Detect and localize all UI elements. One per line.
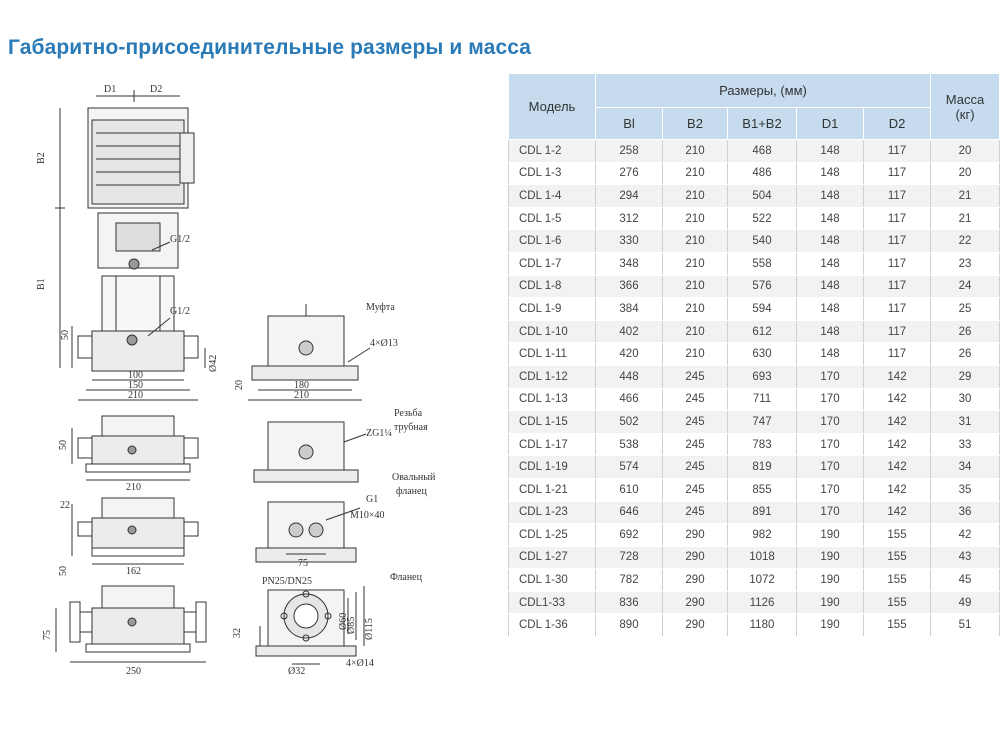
cell-value: 155 — [864, 524, 931, 547]
table-row — [509, 162, 1000, 185]
cell-value: 190 — [797, 524, 864, 547]
cell-value: 1180 — [728, 614, 797, 637]
cell-value: 576 — [728, 275, 797, 298]
cell-value: 170 — [797, 478, 864, 501]
cell-value: 402 — [596, 320, 663, 343]
cell-value: 420 — [596, 343, 663, 366]
specs-table — [508, 73, 1000, 637]
dim-g12-upper: G1/2 — [170, 234, 190, 245]
dim-o75: 75 — [298, 558, 308, 569]
cell-model: CDL 1-9 — [509, 298, 596, 321]
cell-value: 630 — [728, 343, 797, 366]
cell-value: 558 — [728, 252, 797, 275]
cell-value: 26 — [931, 320, 1000, 343]
cell-value: 170 — [797, 433, 864, 456]
dim-v75: 75 — [42, 630, 53, 640]
cell-value: 34 — [931, 456, 1000, 479]
table-row — [509, 320, 1000, 343]
dim-f32b: Ø32 — [288, 666, 306, 677]
cell-value: 148 — [797, 298, 864, 321]
cell-value: 504 — [728, 185, 797, 208]
col-d1: D1 — [797, 108, 864, 140]
technical-drawing — [30, 78, 490, 678]
cell-value: 245 — [663, 365, 728, 388]
cell-value: 155 — [864, 591, 931, 614]
cell-value: 522 — [728, 207, 797, 230]
cell-value: 170 — [797, 501, 864, 524]
cell-value: 29 — [931, 365, 1000, 388]
cell-model: CDL 1-13 — [509, 388, 596, 411]
dim-v50b: 50 — [58, 566, 69, 576]
cell-value: 148 — [797, 230, 864, 253]
table-row — [509, 569, 1000, 592]
cell-value: 1126 — [728, 591, 797, 614]
cell-value: 190 — [797, 591, 864, 614]
cell-value: 610 — [596, 478, 663, 501]
cell-value: 117 — [864, 207, 931, 230]
cell-value: 148 — [797, 140, 864, 163]
label-oval-1: Овальный — [392, 472, 436, 483]
dim-zg: ZG1¼ — [366, 428, 392, 439]
cell-value: 366 — [596, 275, 663, 298]
table-row — [509, 275, 1000, 298]
dim-m4x13: 4×Ø13 — [370, 338, 398, 349]
cell-model: CDL 1-4 — [509, 185, 596, 208]
cell-value: 155 — [864, 569, 931, 592]
cell-model: CDL 1-2 — [509, 140, 596, 163]
cell-model: CDL 1-7 — [509, 252, 596, 275]
col-sizes: Размеры, (мм) — [596, 74, 931, 108]
dim-150: 150 — [128, 380, 143, 391]
cell-value: 210 — [663, 185, 728, 208]
dim-210: 210 — [128, 390, 143, 401]
col-mass-line2: (кг) — [955, 106, 975, 122]
cell-value: 290 — [663, 569, 728, 592]
cell-value: 21 — [931, 185, 1000, 208]
cell-value: 1072 — [728, 569, 797, 592]
cell-value: 142 — [864, 388, 931, 411]
cell-value: 891 — [728, 501, 797, 524]
cell-model: CDL 1-10 — [509, 320, 596, 343]
dim-m180: 180 — [294, 380, 309, 391]
table-row — [509, 456, 1000, 479]
cell-value: 20 — [931, 140, 1000, 163]
dim-v162: 162 — [126, 566, 141, 577]
table-row — [509, 140, 1000, 163]
cell-value: 276 — [596, 162, 663, 185]
cell-value: 210 — [663, 298, 728, 321]
label-mufta: Муфта — [366, 302, 395, 313]
cell-model: CDL 1-12 — [509, 365, 596, 388]
dim-m20: 20 — [234, 380, 245, 390]
cell-value: 148 — [797, 162, 864, 185]
cell-value: 711 — [728, 388, 797, 411]
table-row — [509, 478, 1000, 501]
cell-value: 290 — [663, 546, 728, 569]
cell-value: 486 — [728, 162, 797, 185]
col-d2: D2 — [864, 108, 931, 140]
cell-model: CDL 1-15 — [509, 411, 596, 434]
col-b2: B2 — [663, 108, 728, 140]
cell-value: 245 — [663, 388, 728, 411]
cell-value: 210 — [663, 140, 728, 163]
cell-value: 466 — [596, 388, 663, 411]
cell-value: 210 — [663, 252, 728, 275]
cell-model: CDL 1-17 — [509, 433, 596, 456]
cell-value: 692 — [596, 524, 663, 547]
cell-value: 693 — [728, 365, 797, 388]
table-row — [509, 185, 1000, 208]
dim-d2: D2 — [150, 84, 163, 95]
dim-v50: 50 — [58, 440, 69, 450]
cell-value: 646 — [596, 501, 663, 524]
cell-value: 36 — [931, 501, 1000, 524]
table-row — [509, 433, 1000, 456]
cell-value: 117 — [864, 320, 931, 343]
cell-value: 782 — [596, 569, 663, 592]
cell-value: 43 — [931, 546, 1000, 569]
cell-value: 142 — [864, 433, 931, 456]
table-row — [509, 524, 1000, 547]
cell-value: 384 — [596, 298, 663, 321]
cell-value: 468 — [728, 140, 797, 163]
col-mass — [931, 74, 1000, 140]
cell-value: 117 — [864, 252, 931, 275]
cell-model: CDL 1-27 — [509, 546, 596, 569]
cell-model: CDL 1-36 — [509, 614, 596, 637]
dim-f85: Ø85 — [346, 616, 357, 634]
cell-value: 448 — [596, 365, 663, 388]
cell-value: 210 — [663, 207, 728, 230]
cell-value: 142 — [864, 365, 931, 388]
cell-value: 245 — [663, 478, 728, 501]
dim-v22: 22 — [60, 500, 70, 511]
dim-d42: Ø42 — [208, 354, 219, 372]
cell-value: 190 — [797, 569, 864, 592]
cell-model: CDL1-33 — [509, 591, 596, 614]
cell-value: 117 — [864, 298, 931, 321]
cell-value: 290 — [663, 614, 728, 637]
label-oval-2: фланец — [396, 486, 427, 497]
cell-value: 538 — [596, 433, 663, 456]
cell-model: CDL 1-3 — [509, 162, 596, 185]
cell-value: 42 — [931, 524, 1000, 547]
cell-value: 45 — [931, 569, 1000, 592]
cell-value: 747 — [728, 411, 797, 434]
cell-value: 210 — [663, 343, 728, 366]
cell-value: 190 — [797, 546, 864, 569]
cell-value: 890 — [596, 614, 663, 637]
cell-value: 20 — [931, 162, 1000, 185]
dim-f4x14: 4×Ø14 — [346, 658, 374, 669]
table-row — [509, 411, 1000, 434]
cell-value: 22 — [931, 230, 1000, 253]
cell-value: 148 — [797, 343, 864, 366]
col-mass-line1: Масса — [945, 91, 985, 107]
cell-value: 819 — [728, 456, 797, 479]
cell-value: 348 — [596, 252, 663, 275]
dim-f60: Ø60 — [338, 612, 349, 630]
dim-pn: PN25/DN25 — [262, 576, 313, 587]
cell-value: 117 — [864, 185, 931, 208]
cell-model: CDL 1-5 — [509, 207, 596, 230]
table-row — [509, 252, 1000, 275]
cell-value: 21 — [931, 207, 1000, 230]
cell-value: 258 — [596, 140, 663, 163]
cell-value: 170 — [797, 388, 864, 411]
dim-50: 50 — [60, 330, 71, 340]
cell-value: 290 — [663, 524, 728, 547]
cell-value: 855 — [728, 478, 797, 501]
cell-value: 245 — [663, 411, 728, 434]
cell-value: 836 — [596, 591, 663, 614]
cell-value: 170 — [797, 411, 864, 434]
cell-model: CDL 1-21 — [509, 478, 596, 501]
table-row — [509, 230, 1000, 253]
cell-value: 312 — [596, 207, 663, 230]
label-rezba-1: Резьба — [394, 408, 423, 419]
cell-value: 51 — [931, 614, 1000, 637]
dim-b1: B1 — [36, 278, 47, 290]
table-row — [509, 388, 1000, 411]
cell-value: 170 — [797, 365, 864, 388]
dim-m210: 210 — [294, 390, 309, 401]
cell-model: CDL 1-6 — [509, 230, 596, 253]
cell-value: 290 — [663, 591, 728, 614]
cell-value: 982 — [728, 524, 797, 547]
cell-value: 155 — [864, 614, 931, 637]
dim-v250: 250 — [126, 666, 141, 677]
cell-model: CDL 1-11 — [509, 343, 596, 366]
cell-value: 148 — [797, 320, 864, 343]
cell-value: 190 — [797, 614, 864, 637]
cell-model: CDL 1-23 — [509, 501, 596, 524]
cell-value: 33 — [931, 433, 1000, 456]
table-row — [509, 298, 1000, 321]
dim-d1: D1 — [104, 84, 117, 95]
cell-value: 210 — [663, 230, 728, 253]
cell-value: 117 — [864, 162, 931, 185]
cell-value: 728 — [596, 546, 663, 569]
cell-model: CDL 1-30 — [509, 569, 596, 592]
dim-v210: 210 — [126, 482, 141, 493]
cell-value: 210 — [663, 162, 728, 185]
cell-value: 117 — [864, 230, 931, 253]
cell-value: 210 — [663, 320, 728, 343]
dim-m10: M10×40 — [350, 510, 385, 521]
cell-value: 294 — [596, 185, 663, 208]
cell-value: 35 — [931, 478, 1000, 501]
cell-model: CDL 1-19 — [509, 456, 596, 479]
cell-value: 148 — [797, 275, 864, 298]
cell-value: 148 — [797, 252, 864, 275]
cell-value: 117 — [864, 275, 931, 298]
cell-value: 142 — [864, 478, 931, 501]
cell-value: 24 — [931, 275, 1000, 298]
cell-value: 148 — [797, 185, 864, 208]
table-row — [509, 207, 1000, 230]
table-row — [509, 546, 1000, 569]
cell-value: 142 — [864, 411, 931, 434]
col-b1b2: B1+B2 — [728, 108, 797, 140]
cell-value: 26 — [931, 343, 1000, 366]
cell-value: 142 — [864, 501, 931, 524]
cell-value: 1018 — [728, 546, 797, 569]
dim-f115: Ø115 — [364, 618, 375, 640]
cell-value: 142 — [864, 456, 931, 479]
label-rezba-2: трубная — [394, 422, 428, 433]
cell-model: CDL 1-25 — [509, 524, 596, 547]
table-row — [509, 591, 1000, 614]
dim-100: 100 — [128, 370, 143, 381]
cell-value: 31 — [931, 411, 1000, 434]
cell-value: 574 — [596, 456, 663, 479]
col-model: Модель — [509, 74, 596, 140]
dim-g12-lower: G1/2 — [170, 306, 190, 317]
cell-value: 170 — [797, 456, 864, 479]
cell-value: 30 — [931, 388, 1000, 411]
cell-value: 23 — [931, 252, 1000, 275]
cell-value: 330 — [596, 230, 663, 253]
cell-value: 25 — [931, 298, 1000, 321]
table-row — [509, 343, 1000, 366]
table-row — [509, 614, 1000, 637]
col-b1: Bl — [596, 108, 663, 140]
table-row — [509, 501, 1000, 524]
cell-value: 155 — [864, 546, 931, 569]
cell-value: 783 — [728, 433, 797, 456]
cell-value: 117 — [864, 140, 931, 163]
cell-model: CDL 1-8 — [509, 275, 596, 298]
cell-value: 540 — [728, 230, 797, 253]
cell-value: 49 — [931, 591, 1000, 614]
cell-value: 612 — [728, 320, 797, 343]
cell-value: 245 — [663, 501, 728, 524]
cell-value: 245 — [663, 433, 728, 456]
cell-value: 117 — [864, 343, 931, 366]
dim-f32: 32 — [232, 628, 243, 638]
dim-g1: G1 — [366, 494, 379, 505]
cell-value: 594 — [728, 298, 797, 321]
table-row — [509, 365, 1000, 388]
cell-value: 245 — [663, 456, 728, 479]
page-title: Габаритно-присоединительные размеры и масса — [8, 36, 532, 59]
cell-value: 210 — [663, 275, 728, 298]
dim-b2: B2 — [36, 152, 47, 164]
label-flanec: Фланец — [390, 572, 422, 583]
cell-value: 148 — [797, 207, 864, 230]
cell-value: 502 — [596, 411, 663, 434]
